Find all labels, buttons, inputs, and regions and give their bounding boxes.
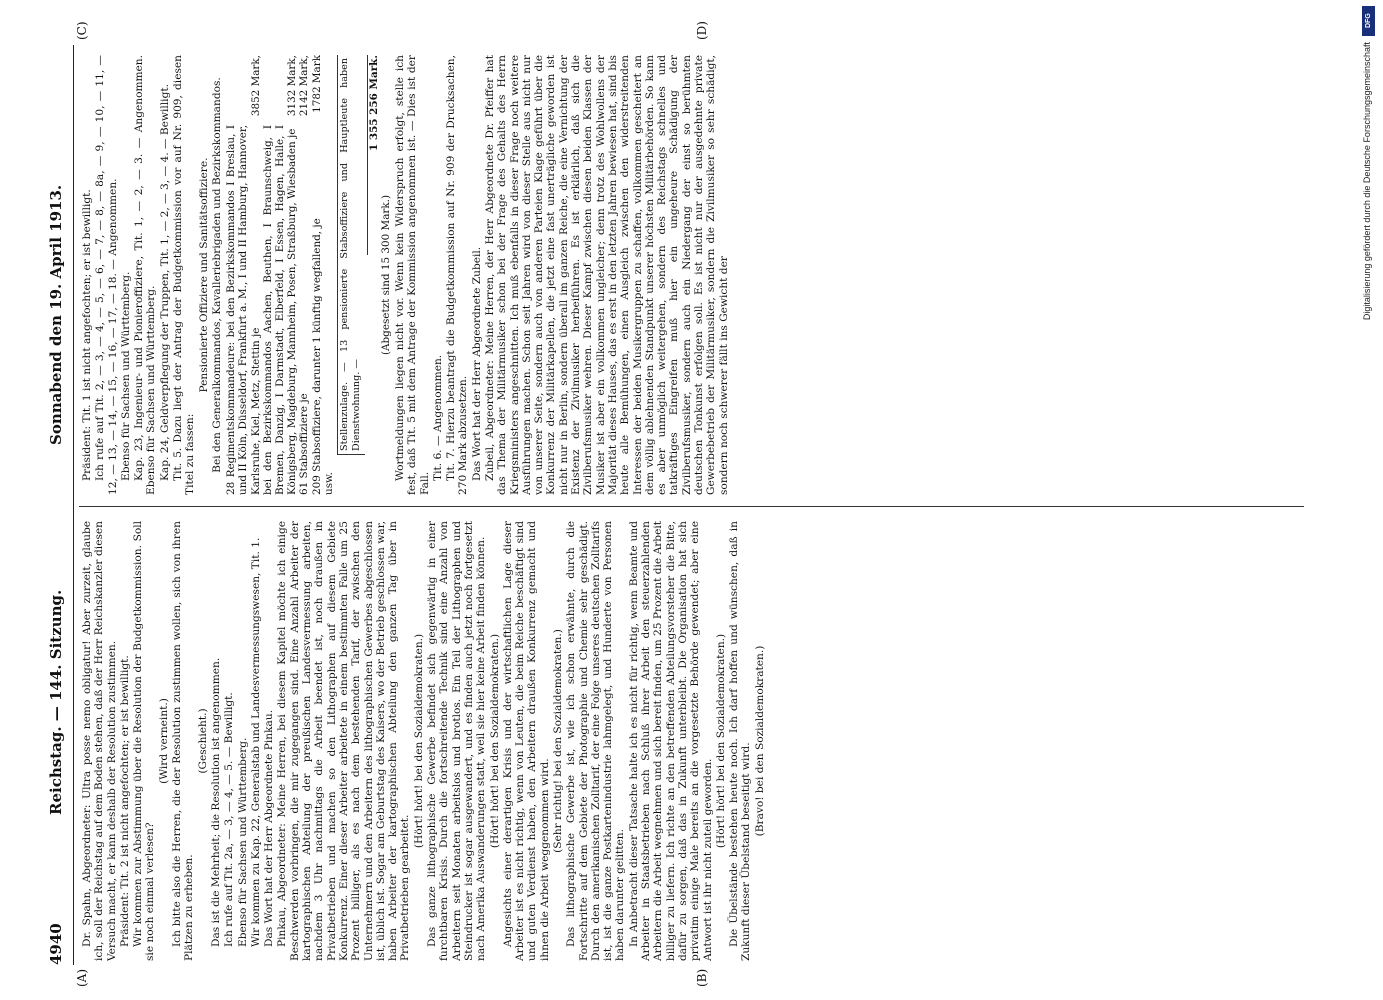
table-note: Stellenzulage. — 13 pensionierte Stabsoffiziere und Hauptleute haben Dienstwohnung. — bbox=[337, 55, 364, 455]
paragraph: (Bravo! bei den Sozialdemokraten.) bbox=[753, 645, 766, 837]
table-row bbox=[323, 55, 335, 495]
table-heading: Pensionierte Offiziere und Sanitätsoffiziere. bbox=[197, 157, 210, 393]
paragraph: (Wird verneint.) bbox=[157, 698, 170, 784]
right-column bbox=[81, 55, 1306, 495]
header-rule bbox=[73, 45, 74, 965]
paragraph: Dr. Spahn, Abgeordneter: Ultra posse nemo obligatur! Aber zurzeit, glaube ich, soll der Reichstag auf dem Boden stehen, daß der Herr Reichskanzler diesen Versuch macht, er kann deshalb der Resolution zustimmen. bbox=[81, 521, 118, 961]
paragraph: Ebenso für Sachsen und Württemberg. bbox=[236, 737, 249, 947]
table-row bbox=[225, 55, 262, 495]
paragraph: Ich rufe auf Tit. 2a, — 3, — 4, — 5. — Bewilligt. bbox=[223, 692, 236, 947]
paragraph: Kap. 24, Geldverpflegung der Truppen, Tit. 1, — 2, — 3, — 4. — Bewilligt. bbox=[158, 84, 171, 481]
paragraph: Zubeil, Abgeordneter: Meine Herren, der Herr Abgeordnete Dr. Pfeiffer hat das Thema der Militärmusiker schon bei der Frage des Gehalts des Herrn Kriegsministers angeschnitten. Ich muß ebenfalls in dieser Frage noch weitere Ausführungen machen. Schon seit Jahren wird von dieser Stelle aus nicht nur von unserer Seite, sondern auch von anderen Parteien Klage geführt über die Konkurrenz der Militärkapellen, die jetzt eine fast unerträgliche geworden ist nicht nur in Berlin, sondern überall im ganzen Reiche, die eine Vernichtung der Existenz der Zivilmusiker herbeiführen. Es ist erklärlich, daß sich die Zivilberufsmusiker wehren. Dieser Kampf zwischen diesen beiden Klassen der Musiker ist aber ein vollkommen ungleicher; denn trotz des Wohlwollens der Majorität dieses Hauses, das es erst in den letzten Jahren bewiesen hat, sind bis heute alle Bemühungen, einen Ausgleich zwischen den widerstreitenden Interessen der beiden Musikergruppen zu schaffen, vollkommen gescheitert an dem völlig ablehnenden Standpunkt unserer höchsten Militärbehörden. So kann es aber unmöglich weitergehen, sondern des Reichstags schnelles und tatkräftiges Eingreifen muß hier ein ungeheure Schädigung der Zivilberufsmusiker, sondern auch ein Niedergang der einst so berühmten deutschen Tonkunst erfolgen soll. Es ist nicht nur der ausgedehnte private Gewerbebetrieb der Militärmusiker, sondern die Zivilmusiker so sehr schädigt, sondern noch schwerer fällt ins Gewicht der bbox=[483, 55, 730, 495]
paragraph: Ich bitte also die Herren, die der Resolution zustimmen wollen, sich von ihren Plätzen zu erheben. bbox=[171, 521, 196, 961]
table-heading: Bei den Generalkommandos, Kavalleriebrigaden und Bezirkskommandos. bbox=[210, 77, 223, 473]
paragraph: Das Wort hat der Herr Abgeordnete Pinkau. bbox=[263, 709, 276, 947]
row-label: 209 Stabsoffiziere, darunter 1 künftig wegfallend, je bbox=[310, 218, 323, 495]
page-number: 4940 bbox=[47, 923, 65, 965]
row-value: 3132 Mark, bbox=[286, 55, 299, 117]
margin-a: (A) bbox=[75, 968, 89, 987]
table-total: 1 355 256 Mark. bbox=[367, 55, 380, 255]
table-row bbox=[298, 55, 310, 495]
row-label: usw. bbox=[322, 472, 335, 495]
table-row bbox=[311, 55, 323, 495]
page-header bbox=[45, 45, 71, 965]
margin-d: (D) bbox=[695, 21, 709, 40]
paragraph: Das ganze lithographische Gewerbe befindet sich gegenwärtig in einer furchtbaren Krisis. Durch die fortschreitende Technik sind eine Anzahl von Arbeitern seit Monaten arbeitslos und brotlos. Ein Teil der Lithographen und Steindrucker ist sogar ausgewandert, und es finden auch jetzt noch fortgesetzt nach Amerika Auswanderungen statt, weil sie hier keine Arbeit finden können. bbox=[426, 521, 488, 961]
paragraph: Präsident: Tit. 1 ist nicht angefochten; er ist bewilligt. bbox=[81, 189, 93, 481]
paragraph: Pinkau, Abgeordneter: Meine Herren, bei diesem Kapitel möchte ich einige Beschwerden vorbringen, die mir zugegangen sind. Eine Anzahl Arbeiter der kartographischen Abteilung der preußischen Landesvermessung arbeiten, nachdem 3 Uhr nachmittags die Arbeit beendet ist, noch draußen in Privatbetrieben und machen so den Lithographen auf diesem Gebiete Konkurrenz. Einer dieser Arbeiter arbeitete in einem bestimmten Falle um 25 Prozent billiger, als es nach dem bestehenden Tarif, der zwischen den Unternehmern und den Arbeitern des lithographischen Gewerbes abgeschlossen ist, üblich ist. Sogar am Geburtstag des Kaisers, wo der Betrieb geschlossen war, haben Arbeiter der kartographischen Abteilung den ganzen Tag über in Privatbetrieben gearbeitet. bbox=[276, 521, 412, 961]
row-value: 1782 Mark bbox=[310, 55, 323, 113]
paragraph: Tit. 5. Dazu liegt der Antrag der Budgetkommission vor auf Nr. 909, diesen Titel zu fassen: bbox=[172, 55, 197, 495]
paragraph: Ich rufe auf Tit. 2, — 3, — 4, — 5, — 6, — 7, — 8, — 8a, — 9, — 10, — 11, — 12, — 13, — 14, — 15, — 16, — 17, — 18. — Angenommen. bbox=[94, 55, 119, 495]
margin-c: (C) bbox=[75, 21, 89, 40]
row-value: 3852 Mark, bbox=[249, 55, 262, 117]
right-running-title: Sonnabend den 19. April 1913. bbox=[47, 184, 65, 445]
paragraph: (Hört! hört! bei den Sozialdemokraten.) bbox=[714, 633, 727, 849]
paragraph: Tit. 7. Hierzu beantragt die Budgetkommission auf Nr. 909 der Drucksachen, 270 Mark abzusetzen. bbox=[445, 55, 470, 495]
paragraph: (Hört! hört! bei den Sozialdemokraten.) bbox=[488, 633, 501, 849]
table-abgesetzt: (Abgesetzt sind 15 300 Mark.) bbox=[379, 194, 392, 356]
column-divider bbox=[79, 506, 1304, 507]
row-label: 61 Stabsoffiziere je bbox=[298, 393, 311, 495]
left-running-title: Reichstag. — 144. Sitzung. bbox=[47, 589, 65, 815]
paragraph: (Sehr richtig! bei den Sozialdemokraten.) bbox=[551, 629, 564, 853]
paragraph: Das Wort hat der Herr Abgeordnete Zubeil. bbox=[470, 246, 483, 481]
row-label: 28 Regimentskommandeure: bei den Bezirkskommandos I Breslau, I und II Köln, Düsseldorf, Frankfurt a. M., I und II Hamburg, Hannover, Karlsruhe, Kiel, Metz, Stettin je bbox=[225, 125, 262, 495]
paragraph: Kap. 23, Ingenieur- und Pionieroffiziere, Tit. 1, — 2, — 3. — Angenommen. Ebenso für Sachsen und Württemberg. bbox=[133, 55, 158, 495]
margin-b: (B) bbox=[695, 968, 709, 987]
paragraph: In Anbetracht dieser Tatsache halte ich es nicht für richtig, wenn Beamte und Arbeiter in Staatsbetrieben nach Schluß ihrer Arbeit den steuerzahlenden Arbeitern die Arbeit wegnehmen und sich bereit finden, um 25 Prozent die Arbeit billiger zu liefern. Ich richte an den betreffenden Abteilungsvorsteher die Bitte, dafür zu sorgen, daß das in Zukunft unterbleibt. Die Organisation hat sich privatim einige Male bereits an die vorgesetzte Behörde gewendet; aber eine Antwort ist ihr nicht zuteil geworden. bbox=[627, 521, 714, 961]
paragraph: Angesichts einer derartigen Krisis und der wirtschaftlichen Lage dieser Arbeiter ist es nicht richtig, wenn von Leuten, die beim Reiche beschäftigt sind und guten Verdienst haben, den Arbeitern draußen Konkurrenz gemacht und ihnen die Arbeit weggenommen wird. bbox=[501, 521, 551, 961]
paragraph: Wortmeldungen liegen nicht vor. Wenn kein Widerspruch erfolgt, stelle ich fest, daß Tit. 5 mit dem Antrage der Kommission angenommen ist. — Dies ist der Fall. bbox=[393, 55, 431, 495]
paragraph: Tit. 6. — Angenommen. bbox=[431, 354, 444, 481]
paragraph: Das ist die Mehrheit; die Resolution ist angenommen. bbox=[209, 657, 222, 947]
paragraph: Das lithographische Gewerbe ist, wie ich schon erwähnte, durch die Fortschritte auf dem Gebiete der Photographie und Chemie sehr geschädigt. Durch den amerikanischen Zolltarif, der eine Folge unseres deutschen Zolltarifs ist, ist die ganze Postkartenindustrie lahmgelegt, und Hunderte von Personen haben darunter gelitten. bbox=[565, 521, 627, 961]
table-row bbox=[262, 55, 299, 495]
row-value: 2142 Mark, bbox=[298, 55, 311, 117]
paragraph: (Hört! hört! bei den Sozialdemokraten.) bbox=[412, 633, 425, 849]
left-column bbox=[81, 521, 1306, 961]
dfg-logo: DFG bbox=[1362, 6, 1375, 36]
pension-table bbox=[225, 55, 392, 495]
credit-strip bbox=[1352, 0, 1383, 1000]
paragraph: Wir kommen zur Abstimmung über die Resolution der Budgetkommission. Soll sie noch einmal verlesen? bbox=[132, 521, 157, 961]
credit-text: Digitalisierung gefördert durch die Deutsche Forschungsgemeinschaft bbox=[1362, 42, 1372, 321]
paragraph: Präsident: Tit. 2 ist nicht angefochten; er ist bewilligt. bbox=[118, 655, 131, 947]
paragraph: Ebenso für Sachsen und Württemberg. bbox=[119, 271, 132, 481]
row-label: bei den Bezirkskommandos Aachen, Beuthen, I Braunschweig, I Bremen, Danzig, I Darmstadt, Elberfeld, I Essen, Hagen, Halle, I Königsberg, Magdeburg, Mannheim, Posen, Straßburg, Wiesbaden je bbox=[261, 125, 299, 495]
paragraph: Die Übelstände bestehen heute noch. Ich darf hoffen und wünschen, daß in Zukunft dieser Übelstand beseitigt wird. bbox=[728, 521, 753, 961]
paragraph: (Geschieht.) bbox=[196, 708, 209, 774]
paragraph: Wir kommen zu Kap. 22, Generalstab und Landesvermessungswesen, Tit. 1. bbox=[249, 537, 262, 947]
printed-page bbox=[45, 21, 1315, 987]
